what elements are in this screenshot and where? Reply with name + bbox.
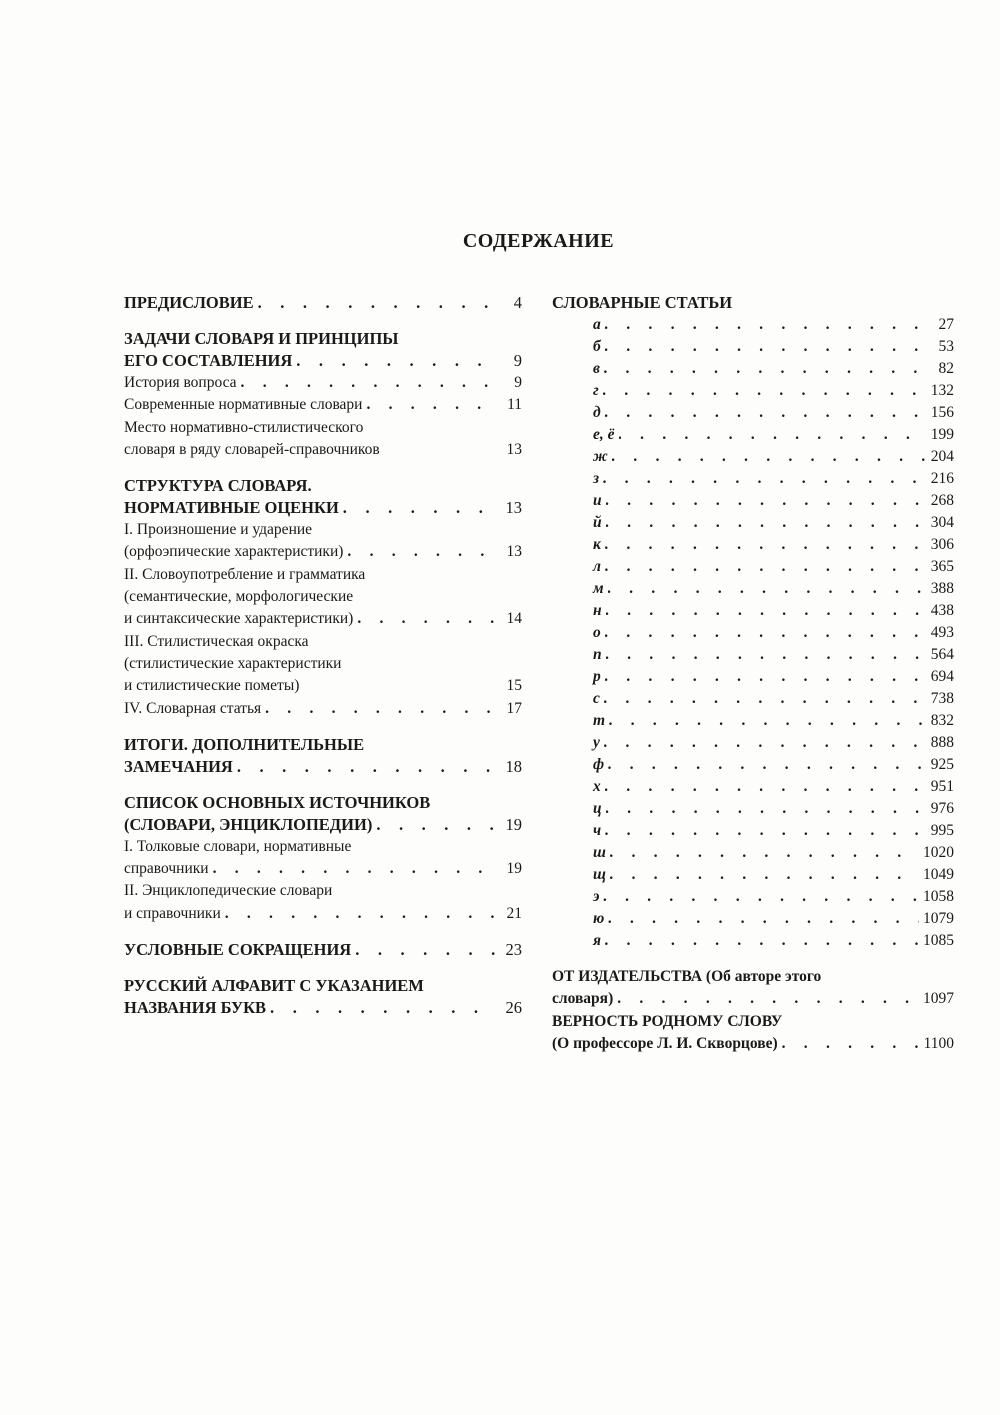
toc-subentry-line [124,417,522,439]
leader-dots [610,842,919,864]
letter-label: й [593,514,602,531]
page-number: 306 [930,536,954,553]
toc-subentry [124,608,522,630]
toc-subentry-text: и стилистические пометы) [124,677,300,695]
page-number: 995 [930,822,954,839]
letter-label: у [593,734,600,751]
page-number: 1100 [923,1034,954,1052]
toc-subentry-line [124,653,522,675]
letter-entry [552,534,954,556]
letter-label: м [593,580,604,597]
page-number: 11 [507,396,522,414]
page-number: 13 [506,543,522,561]
leader-dots [237,756,496,778]
letter-entry [552,930,954,952]
page-number: 564 [930,646,954,663]
letter-entry [552,666,954,688]
leader-dots [603,886,919,908]
leader-dots [606,600,927,622]
letter-label: ж [593,448,608,465]
toc-subentry-text: (семантические, морфологические [124,588,354,606]
letter-label: б [593,338,601,355]
leader-dots [612,446,927,468]
toc-subentry-text: I. Произношение и ударение [124,521,313,539]
page-number: 925 [930,756,954,773]
toc-heading-line [124,734,522,756]
page-number: 832 [930,712,954,729]
toc-heading-text: (СЛОВАРИ, ЭНЦИКЛОПЕДИИ) [124,814,373,834]
letter-entry [552,336,954,358]
letter-label: в [593,360,600,377]
letter-label: а [593,316,601,333]
letter-label: х [593,778,601,795]
toc-heading-text: ВЕРНОСТЬ РОДНОМУ СЛОВУ [552,1012,783,1030]
toc-subentry-text: (орфоэпические характеристики) [124,543,344,561]
page-number: 216 [930,470,954,487]
toc-heading-text: ЕГО СОСТАВЛЕНИЯ [124,351,293,370]
leader-dots [608,578,927,600]
page-number: 738 [930,690,954,707]
letter-label: я [593,932,601,949]
toc-subentry [124,698,522,720]
toc-heading-text: УСЛОВНЫЕ СОКРАЩЕНИЯ [124,940,352,960]
page-number: 304 [930,514,954,531]
letter-entry [552,556,954,578]
toc-heading-text: (О профессоре Л. И. Скворцове) [552,1034,778,1052]
toc-heading-entries [552,292,954,314]
leader-dots [366,394,496,416]
letter-label: ю [593,910,605,927]
letter-entry [552,842,954,864]
toc-subentry-line [124,836,522,858]
page-number: 365 [930,558,954,575]
toc-section-tasks [124,328,522,461]
leader-dots [357,608,496,630]
toc-entry-results [124,756,522,778]
toc-heading-text: РУССКИЙ АЛФАВИТ С УКАЗАНИЕМ [124,976,424,996]
toc-heading-text: ОТ ИЗДАТЕЛЬСТВА (Об авторе этого [552,968,822,985]
letter-label: е, ё [593,426,615,443]
page-number: 13 [506,440,522,458]
toc-right-column [552,292,954,1055]
leader-dots [605,820,927,842]
toc-subentry [124,675,522,697]
toc-heading-line [552,1011,954,1033]
leader-dots [604,732,927,754]
leader-dots [605,930,919,952]
leader-dots [258,292,496,314]
letter-label: н [593,602,602,619]
toc-heading-text: СЛОВАРНЫЕ СТАТЬИ [552,293,733,312]
toc-entry-abbreviations [124,939,522,961]
letter-entry [552,424,954,446]
page-number: 9 [514,374,522,391]
page-title: СОДЕРЖАНИЕ [462,230,615,252]
toc-subentry-text: II. Словоупотребление и грамматика [124,565,366,583]
letter-list [552,314,954,952]
page-number: 21 [506,904,522,922]
toc-section-sources [124,792,522,925]
toc-section-preface [124,292,522,314]
leader-dots [605,336,928,358]
toc-subentry-text: и справочники [124,904,221,922]
letter-entry [552,710,954,732]
leader-dots [213,858,496,880]
page-number: 694 [930,668,954,685]
letter-entry [552,886,954,908]
page-number: 388 [930,580,954,597]
leader-dots [296,350,496,372]
letter-label: л [593,558,601,575]
page-number: 1079 [923,910,954,927]
toc-left-column [124,292,522,1033]
leader-dots [225,903,496,925]
toc-subentry-text: словаря в ряду словарей-справочников [124,440,380,458]
toc-heading-text: НАЗВАНИЯ БУКВ [124,998,267,1018]
letter-entry [552,644,954,666]
toc-subentry-text: III. Стилистическая окраска [124,632,309,650]
toc-subentry-text: Современные нормативные словари [124,396,363,414]
toc-heading-text: словаря) [552,990,614,1008]
toc-subentry [124,394,522,416]
leader-dots [604,688,927,710]
leader-dots [241,372,496,394]
page-number: 888 [930,734,954,751]
toc-subentry-text: (стилистические характеристики [124,654,342,672]
page-number: 1020 [923,844,954,861]
letter-entry [552,490,954,512]
leader-dots [606,644,927,666]
page-number: 9 [513,351,522,370]
leader-dots [606,798,927,820]
leader-dots [608,754,927,776]
letter-label: о [593,624,601,641]
toc-entry-title: ПРЕДИСЛОВИЕ [124,293,254,312]
leader-dots [604,358,928,380]
letter-label: р [593,668,601,685]
letter-label: ш [593,844,606,861]
leader-dots [606,512,927,534]
page-number: 17 [506,699,522,717]
leader-dots [605,314,928,336]
toc-subentry-text: IV. Словарная статья [124,699,262,717]
toc-subentry-text: справочники [124,860,209,878]
toc-heading-text: СТРУКТУРА СЛОВАРЯ. [124,476,312,496]
letter-label: ц [593,800,602,817]
leader-dots [343,497,496,519]
toc-subentry [124,541,522,563]
page-number: 132 [930,382,954,399]
letter-entry [552,358,954,380]
toc-entry-tasks [124,350,522,372]
letter-entry [552,908,954,930]
page-number: 53 [938,338,954,355]
toc-entry-sources [124,814,522,836]
letter-entry [552,512,954,534]
toc-subentry-text: История вопроса [124,374,237,391]
toc-subentry-text: и синтаксические характеристики) [124,610,354,628]
leader-dots [603,468,927,490]
letter-label: э [593,888,600,905]
leader-dots [605,622,927,644]
page-number: 82 [938,360,954,377]
letter-entry [552,754,954,776]
page-number: 438 [930,602,954,619]
page-number: 204 [930,448,954,465]
letter-entry [552,578,954,600]
leader-dots [605,666,927,688]
letter-label: щ [593,866,606,883]
leader-dots [608,908,919,930]
page-number: 199 [930,426,954,443]
leader-dots [610,864,919,886]
toc-heading-text: НОРМАТИВНЫЕ ОЦЕНКИ [124,498,339,518]
toc-entry-publisher [552,988,954,1010]
page-number: 156 [930,404,954,421]
leader-dots [606,490,927,512]
toc-entry-alphabet [124,997,522,1019]
letter-label: ф [593,756,605,773]
letter-label: с [593,690,600,707]
letter-entry [552,314,954,336]
toc-section-structure [124,475,522,720]
toc-subentry [124,372,522,394]
toc-heading-line [124,792,522,814]
page-number: 19 [506,860,522,878]
letter-entry [552,402,954,424]
letter-label: з [593,470,600,487]
page-number: 493 [930,624,954,641]
toc-subentry-text: II. Энциклопедические словари [124,882,333,900]
toc-heading-text: ЗАДАЧИ СЛОВАРЯ И ПРИНЦИПЫ [124,329,399,348]
page-number: 1097 [923,990,954,1008]
leader-dots [605,776,927,798]
leader-dots [355,939,496,961]
toc-entry-preface [124,292,522,314]
letter-label: п [593,646,602,663]
page-number: 27 [938,316,954,333]
letter-entry [552,776,954,798]
page-number: 268 [930,492,954,509]
toc-subentry-line [124,880,522,902]
leader-dots [617,988,919,1010]
letter-entry [552,688,954,710]
page-number: 13 [505,498,522,518]
toc-section-results [124,734,522,778]
page-number: 23 [505,940,522,960]
page-number: 976 [930,800,954,817]
leader-dots [347,541,496,563]
leader-dots [270,997,496,1019]
toc-subentry [124,439,522,461]
page-number: 1085 [923,932,954,949]
toc-section-abbreviations [124,939,522,961]
letter-entry [552,380,954,402]
page-number: 19 [505,814,522,834]
letter-entry [552,468,954,490]
toc-subentry-text: Место нормативно-стилистического [124,418,364,436]
toc-heading-text: ИТОГИ. ДОПОЛНИТЕЛЬНЫЕ [124,734,365,754]
page-number: 14 [506,610,522,628]
leader-dots [619,424,927,446]
toc-entry-fidelity [552,1033,954,1055]
page-number: 1058 [923,888,954,905]
letter-label: г [593,382,599,399]
letter-label: т [593,712,606,729]
toc-entry-structure [124,497,522,519]
page-number: 26 [505,998,522,1018]
page-number: 18 [505,756,522,776]
letter-entry [552,622,954,644]
page-number: 15 [506,677,522,695]
toc-subentry [124,903,522,925]
leader-dots [376,814,496,836]
letter-entry [552,864,954,886]
letter-entry [552,600,954,622]
page-number: 1049 [923,866,954,883]
letter-label: д [593,404,601,421]
toc-heading-line [124,975,522,997]
letter-entry [552,798,954,820]
toc-subentry-line [124,586,522,608]
leader-dots [605,534,927,556]
leader-dots [605,402,927,424]
toc-heading-line [124,328,522,350]
letter-entry [552,732,954,754]
page-number: 951 [930,778,954,795]
toc-subentry-line [124,564,522,586]
leader-dots [609,710,927,732]
letter-label: к [593,536,601,553]
toc-heading-text: СПИСОК ОСНОВНЫХ ИСТОЧНИКОВ [124,792,431,812]
letter-label: и [593,492,602,509]
toc-heading-line [124,475,522,497]
toc-subentry-text: I. Толковые словари, нормативные [124,837,352,855]
page-number: 4 [513,293,522,312]
leader-dots [265,698,496,720]
toc-heading-text: ЗАМЕЧАНИЯ [124,756,233,776]
toc-subentry-line [124,631,522,653]
leader-dots [605,556,927,578]
toc-subentry-line [124,519,522,541]
toc-heading-line [552,966,954,988]
letter-entry [552,446,954,468]
toc-subentry [124,858,522,880]
letter-label: ч [593,822,602,839]
toc-section-alphabet [124,975,522,1019]
leader-dots [782,1033,920,1055]
letter-entry [552,820,954,842]
leader-dots [603,380,927,402]
